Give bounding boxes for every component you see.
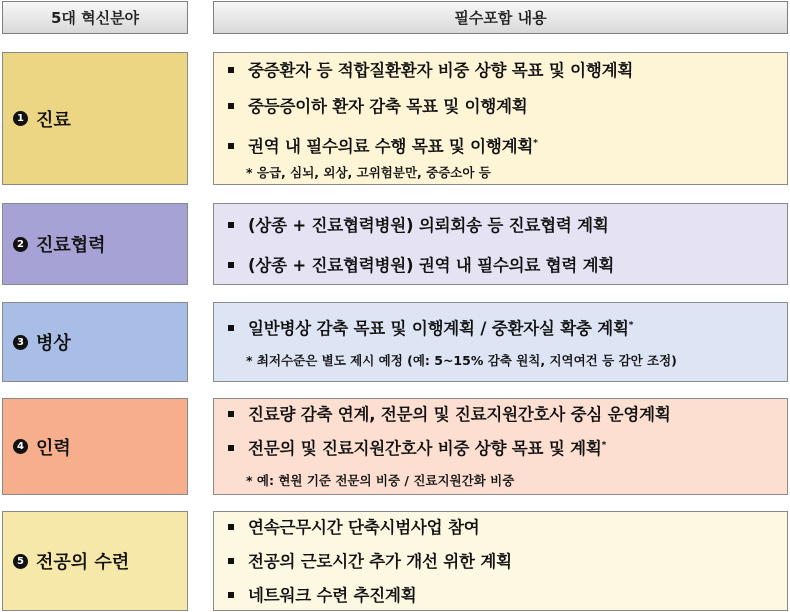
area-number-icon: 1 — [13, 111, 28, 126]
header-content-label: 필수포함 내용 — [454, 9, 547, 27]
area-number-icon: 2 — [13, 237, 28, 252]
area-cell — [2, 203, 188, 285]
area-name: 병상 — [36, 333, 71, 354]
row-residency — [0, 511, 790, 611]
content-cell — [213, 511, 788, 611]
list-item: 연속근무시간 단축시범사업 참여 — [228, 514, 479, 538]
row-cooperation — [0, 203, 790, 285]
content-cell — [213, 302, 788, 382]
bullet-icon — [228, 558, 234, 564]
list-item: 진료량 감축 연계, 전문의 및 진료지원간호사 중심 운영계획 — [228, 401, 671, 425]
content-cell — [213, 52, 788, 185]
list-item: 중등증이하 환자 감축 목표 및 이행계획 — [228, 93, 528, 117]
bullet-icon — [228, 411, 234, 417]
row-clinical — [0, 52, 790, 186]
bullet-icon — [228, 222, 234, 228]
area-name: 진료협력 — [36, 235, 106, 256]
row-beds — [0, 302, 790, 382]
row-workforce — [0, 398, 790, 495]
list-item: 네트워크 수련 추진계획 — [228, 582, 416, 606]
bullet-icon — [228, 592, 234, 598]
bullet-icon — [228, 524, 234, 530]
footnote: * 최저수준은 별도 제시 예정 (예: 5~15% 감축 원칙, 지역여건 등 감안 조정) — [246, 353, 677, 368]
footnote: * 응급, 심뇌, 외상, 고위험분만, 중증소아 등 — [246, 165, 491, 180]
header-area — [2, 1, 188, 34]
area-number-icon: 3 — [13, 335, 28, 350]
footnote-mark: * — [601, 440, 607, 451]
area-number-icon: 5 — [13, 554, 28, 569]
list-item: (상종 + 진료협력병원) 의뢰회송 등 진료협력 계획 — [228, 212, 609, 236]
area-name: 진료 — [36, 109, 71, 131]
list-item: (상종 + 진료협력병원) 권역 내 필수의료 협력 계획 — [228, 252, 614, 276]
bullet-icon — [228, 262, 234, 268]
header-content — [213, 1, 788, 34]
area-name: 인력 — [36, 437, 71, 459]
area-cell — [2, 511, 188, 611]
footnote: * 예: 현원 기준 전문의 비중 / 진료지원간화 비중 — [246, 473, 515, 488]
list-item: 일반병상 감축 목표 및 이행계획 / 중환자실 확충 계획* — [228, 315, 633, 339]
content-cell — [213, 398, 788, 495]
area-name: 전공의 수련 — [36, 552, 130, 573]
area-cell — [2, 52, 188, 185]
bullet-icon — [228, 445, 234, 451]
bullet-icon — [228, 325, 234, 331]
list-item: 전문의 및 진료지원간호사 비중 상향 목표 및 계획* — [228, 435, 606, 459]
bullet-icon — [228, 143, 234, 149]
footnote-mark: * — [533, 138, 538, 149]
content-cell — [213, 203, 788, 285]
footnote-mark: * — [628, 320, 634, 331]
bullet-icon — [228, 103, 234, 109]
list-item: 전공의 근로시간 추가 개선 위한 계획 — [228, 548, 512, 572]
area-cell — [2, 302, 188, 382]
header-area-label: 5대 혁신분야 — [50, 9, 140, 27]
list-item: 중증환자 등 적합질환환자 비중 상향 목표 및 이행계획 — [228, 57, 633, 81]
area-number-icon: 4 — [13, 439, 28, 454]
list-item: 권역 내 필수의료 수행 목표 및 이행계획* — [228, 133, 538, 157]
area-cell — [2, 398, 188, 495]
bullet-icon — [228, 67, 234, 73]
